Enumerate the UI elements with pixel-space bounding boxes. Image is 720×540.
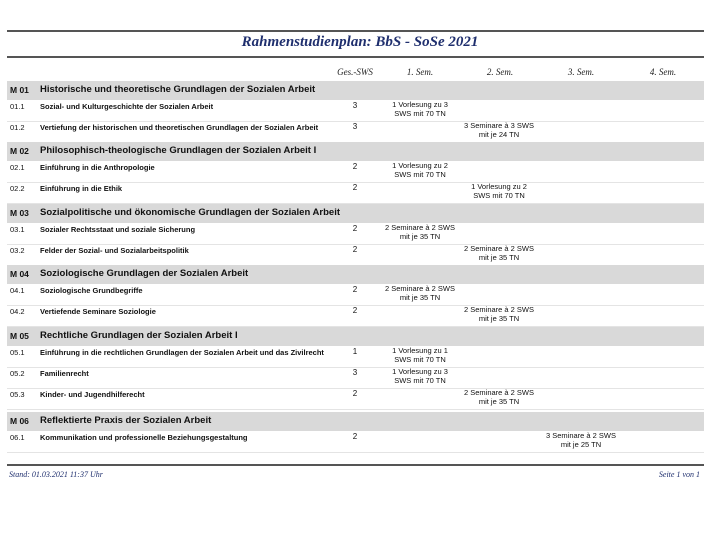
course-row	[7, 305, 704, 327]
semester-2-cell: 2 Seminare à 2 SWS mit je 35 TN	[463, 244, 535, 262]
semester-1-cell: 2 Seminare à 2 SWS mit je 35 TN	[384, 223, 456, 241]
course-name: Vertiefende Seminare Soziologie	[40, 307, 156, 316]
module-row	[7, 265, 704, 284]
course-sws: 3	[352, 101, 358, 110]
course-name: Sozialer Rechtsstaat und soziale Sicherung	[40, 225, 196, 234]
course-sws: 3	[352, 122, 358, 131]
semester-3-cell: 3 Seminare à 2 SWS mit je 25 TN	[545, 431, 617, 449]
course-row	[7, 431, 704, 453]
semester-2-cell: 3 Seminare à 3 SWS mit je 24 TN	[463, 121, 535, 139]
module-name: Rechtliche Grundlagen der Sozialen Arbeit I	[40, 330, 238, 341]
course-row	[7, 244, 704, 266]
course-row	[7, 223, 704, 245]
course-row	[7, 100, 704, 122]
course-row	[7, 161, 704, 183]
course-sws: 2	[352, 285, 358, 294]
top-rule	[7, 30, 704, 32]
course-name: Einführung in die rechtlichen Grundlagen der Sozialen Arbeit und das Zivilrecht	[40, 348, 324, 357]
title-rule	[7, 56, 704, 58]
course-row	[7, 388, 704, 410]
course-sws: 2	[352, 306, 358, 315]
semester-1-cell: 1 Vorlesung zu 2 SWS mit 70 TN	[392, 161, 448, 179]
course-code: 05.3	[10, 390, 25, 399]
header-sem3: 3. Sem.	[567, 67, 595, 77]
semester-1-cell: 1 Vorlesung zu 3 SWS mit 70 TN	[392, 367, 448, 385]
module-row	[7, 204, 704, 223]
semester-2-cell: 1 Vorlesung zu 2 SWS mit 70 TN	[471, 182, 527, 200]
course-code: 01.1	[10, 102, 25, 111]
semester-2-cell: 2 Seminare à 2 SWS mit je 35 TN	[463, 388, 535, 406]
course-row	[7, 121, 704, 143]
module-row	[7, 142, 704, 161]
course-name: Felder der Sozial- und Sozialarbeitspolitik	[40, 246, 189, 255]
header-sem4: 4. Sem.	[649, 67, 677, 77]
course-code: 03.2	[10, 246, 25, 255]
course-sws: 1	[352, 347, 358, 356]
course-name: Vertiefung der historischen und theoretischen Grundlagen der Sozialen Arbeit	[40, 123, 319, 132]
course-name: Einführung in die Ethik	[40, 184, 123, 193]
course-code: 02.1	[10, 163, 25, 172]
module-code: M 06	[10, 416, 29, 426]
semester-1-cell: 1 Vorlesung zu 3 SWS mit 70 TN	[392, 100, 448, 118]
module-row	[7, 81, 704, 100]
course-code: 05.2	[10, 369, 25, 378]
course-sws: 2	[352, 245, 358, 254]
module-name: Reflektierte Praxis der Sozialen Arbeit	[40, 415, 212, 426]
module-name: Philosophisch-theologische Grundlagen der Sozialen Arbeit I	[40, 145, 317, 156]
semester-1-cell: 2 Seminare à 2 SWS mit je 35 TN	[384, 284, 456, 302]
footer-stand: Stand: 01.03.2021 11:37 Uhr	[9, 470, 103, 479]
course-code: 04.2	[10, 307, 25, 316]
course-sws: 2	[352, 389, 358, 398]
course-sws: 2	[352, 162, 358, 171]
page-title: Rahmenstudienplan: BbS - SoSe 2021	[241, 34, 479, 50]
course-row	[7, 346, 704, 368]
course-sws: 2	[352, 183, 358, 192]
course-row	[7, 367, 704, 389]
course-row	[7, 284, 704, 306]
course-name: Einführung in die Anthropologie	[40, 163, 155, 172]
module-name: Historische und theoretische Grundlagen der Sozialen Arbeit	[40, 84, 316, 95]
course-name: Sozial- und Kulturgeschichte der Sozialen Arbeit	[40, 102, 214, 111]
module-code: M 03	[10, 208, 29, 218]
course-name: Kommunikation und professionelle Beziehungsgestaltung	[40, 433, 248, 442]
course-name: Familienrecht	[40, 369, 89, 378]
bottom-rule	[7, 464, 704, 466]
module-row	[7, 327, 704, 346]
course-name: Soziologische Grundbegriffe	[40, 286, 143, 295]
module-name: Sozialpolitische und ökonomische Grundlagen der Sozialen Arbeit	[40, 207, 340, 218]
module-name: Soziologische Grundlagen der Sozialen Arbeit	[40, 268, 249, 279]
course-name: Kinder- und Jugendhilferecht	[40, 390, 145, 399]
course-sws: 3	[352, 368, 358, 377]
header-sem1: 1. Sem.	[406, 67, 434, 77]
course-row	[7, 182, 704, 204]
course-code: 01.2	[10, 123, 25, 132]
module-row	[7, 412, 704, 431]
module-code: M 02	[10, 146, 29, 156]
header-sem2: 2. Sem.	[486, 67, 514, 77]
course-code: 05.1	[10, 348, 25, 357]
header-sws: Ges.-SWS	[337, 67, 373, 77]
module-code: M 04	[10, 269, 29, 279]
course-code: 06.1	[10, 433, 25, 442]
footer-page: Seite 1 von 1	[658, 470, 700, 479]
course-code: 04.1	[10, 286, 25, 295]
course-sws: 2	[352, 432, 358, 441]
semester-2-cell: 2 Seminare à 2 SWS mit je 35 TN	[463, 305, 535, 323]
module-code: M 01	[10, 85, 29, 95]
course-code: 03.1	[10, 225, 25, 234]
module-code: M 05	[10, 331, 29, 341]
semester-1-cell: 1 Vorlesung zu 1 SWS mit 70 TN	[392, 346, 448, 364]
course-sws: 2	[352, 224, 358, 233]
course-code: 02.2	[10, 184, 25, 193]
